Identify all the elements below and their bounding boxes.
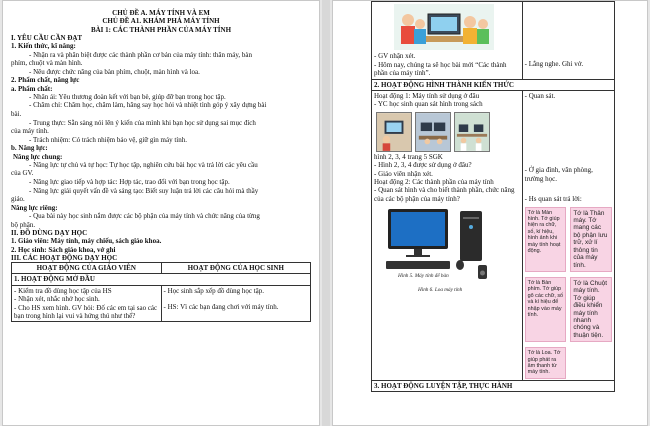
bubble-mouse: Tớ là Chuột máy tính. Tớ giúp điều khiển máy tính nhanh chóng và thuận tiện. <box>570 277 612 342</box>
subsection-heading: Năng lực chung: <box>13 152 63 161</box>
photo-home-image <box>376 112 412 152</box>
paragraph: bộ phận. <box>11 220 36 229</box>
column-header-student: HOẠT ĐỘNG CỦA HỌC SINH <box>161 262 311 273</box>
speech-bubbles <box>525 207 612 379</box>
list-item: - Lắng nghe. Ghi vở. <box>524 60 584 68</box>
list-item: - Hs quan sát trả lời: <box>524 195 582 204</box>
list-item: - Giáo viên nhận xét. <box>374 169 433 178</box>
photo-office-image <box>415 112 451 152</box>
bubble-case: Tớ là Thân máy. Tớ mang các bộ phận lưu trữ, xử lí thông tin của máy tính. <box>570 207 612 272</box>
usage-photos <box>376 112 520 152</box>
bubble-monitor: Tớ là Màn hình. Tớ giúp hiện ra chữ, số, kí hiệu, hình ảnh khi máy tính hoạt động. <box>525 207 567 272</box>
student-activity-cell <box>522 2 614 80</box>
list-item: - Hình 2, 3, 4 được sử dụng ở đâu? <box>374 161 472 170</box>
list-item: - Quan sát. <box>524 92 556 101</box>
document-page-left <box>2 0 320 426</box>
table-section-row: 1. HOẠT ĐỘNG MỞ ĐẦU <box>12 274 311 285</box>
student-activity-cell <box>161 285 311 322</box>
section-heading: III. CÁC HOẠT ĐỘNG DẠY HỌC <box>11 253 118 262</box>
bubble-keyboard: Tớ là Bàn phím. Tớ giúp gõ các chữ, số và kí hiệu để nhập vào máy tính. <box>525 277 567 342</box>
document-page-right <box>332 0 648 426</box>
title-subtopic: CHỦ ĐỀ A1. KHÁM PHÁ MÁY TÍNH <box>102 17 220 26</box>
paragraph: - Nêu được chức năng của bàn phím, chuột, màn hình và loa. <box>29 67 200 76</box>
student-activity-cell <box>522 91 614 381</box>
paragraph: - Nhận ra và phân biệt được các thành phần cơ bản của máy tính: thân máy, bàn <box>29 50 252 59</box>
table-section-row: 3. HOẠT ĐỘNG LUYỆN TẬP, THỰC HÀNH <box>372 380 615 391</box>
list-item: - Quan sát hình và cho biết thành phần, chức năng của các bộ phận của máy tính? <box>374 186 515 203</box>
list-item: - Kiểm tra đồ dùng học tập của HS <box>14 286 112 295</box>
page-gap <box>322 0 330 426</box>
paragraph: của GV. <box>11 169 34 178</box>
subsection-heading: a. Phẩm chất: <box>11 84 53 93</box>
teacher-activity-cell <box>12 285 162 322</box>
paragraph: của máy tính. <box>11 127 49 136</box>
paragraph: giáo. <box>11 195 25 204</box>
paragraph: - Qua bài này học sinh nắm được các bộ phận của máy tính và chức năng của từng <box>29 211 260 220</box>
paragraph: - Trung thực: Sẵn sàng nói lên ý kiến của mình khi bạn học sử dụng sai mục đích <box>29 118 256 127</box>
paragraph: - Năng lực giao tiếp và hợp tác: Hợp tác, trao đổi với bạn trong học tập. <box>29 177 230 186</box>
paragraph: phím, chuột và màn hình. <box>11 59 83 68</box>
paragraph: - Năng lực giải quyết vấn đề và sáng tạo: Biết suy luận trả lời các câu hỏi mà thầy <box>29 186 259 195</box>
kids-computer-image <box>394 4 494 50</box>
title-lesson: BÀI 1: CÁC THÀNH PHẦN CỦA MÁY TÍNH <box>90 25 232 34</box>
section-heading: II. ĐỒ DÙNG DẠY HỌC <box>11 229 88 238</box>
bubble-speaker: Tớ là Loa. Tớ giúp phát ra âm thanh từ máy tính. <box>525 347 567 379</box>
figure-caption-speaker: Hình 6. Loa máy tính <box>418 287 463 294</box>
subsection-heading: 1. Kiến thức, kĩ năng: <box>11 42 76 51</box>
list-item: - Ở gia đình, văn phòng, trường học. <box>524 166 593 183</box>
column-header-teacher: HOẠT ĐỘNG CỦA GIÁO VIÊN <box>12 262 162 273</box>
subsection-heading: 1. Giáo viên: Máy tính, máy chiếu, sách giáo khoa. <box>11 237 162 246</box>
paragraph: - Năng lực tự chủ và tự học: Tự học tập, nghiên cứu bài học và trả lời các yêu cầu <box>29 160 258 169</box>
list-item: - HS: Vì các bạn đang chơi với máy tính. <box>163 303 279 312</box>
teacher-activity-cell <box>372 91 523 381</box>
paragraph: - Chăm chỉ: Chăm học, chăm làm, hăng say học hỏi và nhiệt tình góp ý xây dựng bài <box>29 101 267 110</box>
paragraph: - Nhân ái: Yêu thương đoàn kết với bạn bè, giúp đỡ bạn trong học tập. <box>29 92 226 101</box>
activity-table-continued <box>371 1 615 392</box>
activity-table <box>11 262 311 322</box>
subsection-heading: 2. Phẩm chất, năng lực <box>11 76 80 85</box>
activity-title: Hoạt động 1: Máy tính sử dụng ở đâu <box>374 92 480 101</box>
figure-caption-computer: Hình 5. Máy tính để bàn <box>398 273 449 280</box>
list-item: - Nhận xét, nhắc nhở học sinh. <box>14 295 100 304</box>
subsection-heading: Năng lực riêng: <box>11 203 58 212</box>
paragraph: - Trách nhiệm: Có trách nhiệm bảo vệ, giữ gìn máy tính. <box>29 135 187 144</box>
image-caption: hình 2, 3, 4 trang 5 SGK <box>374 152 443 161</box>
list-item: - Hôm nay, chúng ta sẽ học bài mới “Các thành phần của máy tính”. <box>374 60 507 78</box>
subsection-heading: 2. Học sinh: Sách giáo khoa, vở ghi <box>11 245 116 254</box>
list-item: - GV nhận xét. <box>374 52 416 61</box>
subsection-heading: b. Năng lực: <box>11 144 48 153</box>
photo-school-image <box>454 112 490 152</box>
activity-title: Hoạt động 2: Các thành phần của máy tính <box>374 178 494 187</box>
title-topic: CHỦ ĐỀ A. MÁY TÍNH VÀ EM <box>112 9 210 17</box>
list-item: - Cho HS xem hình. GV hỏi: Đố các em tại sao các bạn trong hình lại vui và hứng thú như thế? <box>14 303 158 320</box>
paragraph: bài. <box>11 110 22 118</box>
section-heading: I. YÊU CẦU CẦN ĐẠT <box>11 34 83 43</box>
teacher-activity-cell <box>372 2 523 80</box>
table-section-row: 2. HOẠT ĐỘNG HÌNH THÀNH KIẾN THỨC <box>372 79 615 90</box>
list-item: - Học sinh sắp xếp đồ dùng học tập. <box>163 286 265 295</box>
desktop-computer-image <box>378 205 498 295</box>
list-item: - YC học sinh quan sát hình trong sách <box>374 100 483 109</box>
